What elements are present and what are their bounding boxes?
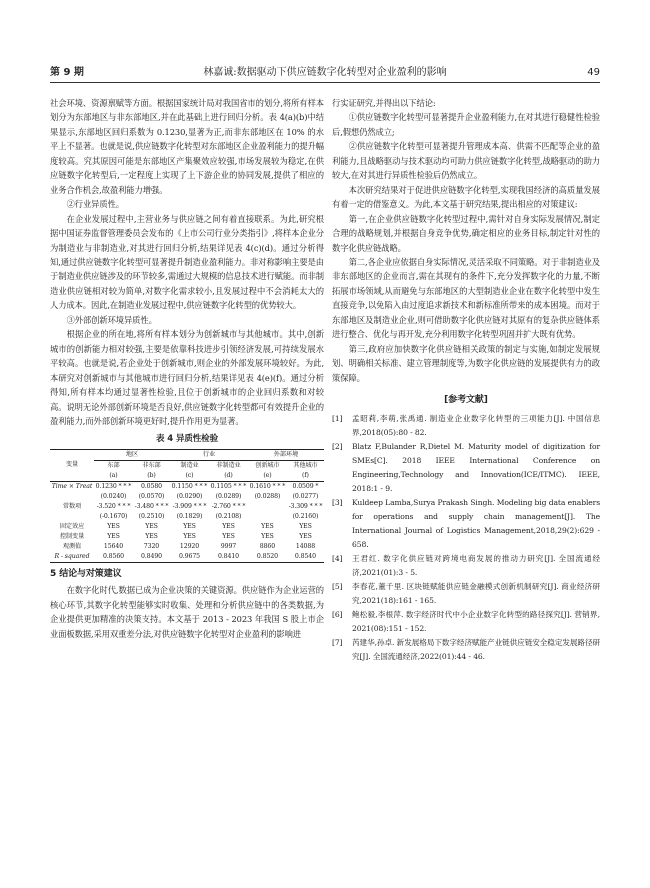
table-column-tag: (f) <box>302 471 309 479</box>
conclusion-item: ①供应链数字化转型可显著提升企业盈利能力,在对其进行稳健性检验后,假想仍然成立; <box>332 112 600 137</box>
table-cell: YES <box>183 522 196 530</box>
table-cell: YES <box>222 532 235 540</box>
table-column-header: 非制造业 <box>216 461 241 469</box>
reference-text: 鲍松毅,李根萍. 数字经济时代中小企业数字化转型的路径探究[J]. 营销界, 2021(08):151 - 152. <box>352 609 600 633</box>
table-cell: 0.8560 <box>94 552 133 563</box>
reference-number: [2] <box>332 441 343 451</box>
right-column <box>332 96 600 664</box>
table-cell: (0.2108) <box>215 512 242 520</box>
table-cell: 7320 <box>143 542 160 550</box>
reference-number: [4] <box>332 553 343 563</box>
table-row-label: Time × Treat <box>51 482 93 490</box>
table-cell: 0.1230 * * * <box>95 482 132 490</box>
table-cell: YES <box>145 532 158 540</box>
table-row-label: 控制变量 <box>59 532 85 540</box>
table-cell: (0.0288) <box>254 492 281 500</box>
table-cell: (0.0240) <box>100 492 127 500</box>
table-row <box>50 522 324 532</box>
table-cell: YES <box>261 532 274 540</box>
table-cell: 12920 <box>179 542 200 550</box>
reference-number: [6] <box>332 609 343 619</box>
reference-number: [5] <box>332 581 343 591</box>
paragraph: 根据企业的所在地,将所有样本划分为创新城市与其他城市。其中,创新城市的创新能力相对较强,主要是依靠科技进步引领经济发展,可持续发展水平较高。也就是说,若企业处于创新城市,则企业的外部发展环境较好。为此,本研究对创新城市与其他城市进行回归分析,结果详见表 4(e)(f)。通过分析得知,所有样本均通过显著性检验,且位于创新城市的企业回归系数和对较高。说明无论外部创新环境是否良好,供应链数字化转型都可有效提升企业的盈利能力,而外部创新环境更好时,提升作用更为显著。 <box>50 329 324 426</box>
table-row <box>50 532 324 542</box>
table-cell: (0.2510) <box>138 512 165 520</box>
table-cell: YES <box>299 522 312 530</box>
references-heading: [参考文献] <box>444 395 488 406</box>
table-cell: 0.8520 <box>248 552 287 563</box>
conclusion-item: ②供应链数字化转型可显著提升管理成本高、供需不匹配等企业的盈利能力,且战略驱动与技术驱动均可助力供应链数字化转型,战略驱动的助力较大,在对其进行异质性检验后仍然成立。 <box>332 141 600 181</box>
table-cell: YES <box>222 522 235 530</box>
table-cell: YES <box>145 522 158 530</box>
paragraph: 本次研究结果对于促进供应链数字化转型,实现我国经济的高质量发展有着一定的借鉴意义。为此,本文基于研究结果,提出相应的对策建议: <box>332 184 600 210</box>
reference-number: [1] <box>332 413 343 423</box>
subheading-innovation: ③外部创新环境异质性。 <box>66 314 157 325</box>
reference-text: 李春花,董千里. 区块链赋能供应链金融模式创新机制研究[J]. 商业经济研究,2021(18):161 - 165. <box>352 581 600 605</box>
reference-item <box>332 636 600 664</box>
left-column <box>50 96 324 641</box>
page-number: 49 <box>587 67 600 78</box>
table-cell: YES <box>299 532 312 540</box>
reference-item <box>332 580 600 608</box>
table-row <box>50 492 324 502</box>
table-row <box>50 552 324 563</box>
paragraph: 第二,各企业应依据自身实际情况,灵活采取不同策略。对于非制造业及非东部地区的企业而言,需在其现有的条件下,充分发挥数字化的力量,不断拓展市场领域,从而避免与东部地区的大型制造业企业在数字化转型中发生直接竞争,以免陷入由过度追求新技术和新标准所带来的成本困境。而对于东部地区及制造业企业,则可借助数字化供应链对其原有的复杂供应链体系进行整合、优化与再开发,充分利用数字化转型巩固并扩大既有优势。 <box>332 256 600 340</box>
table-cell: 0.1610 * * * <box>249 482 286 490</box>
table-row-label <box>50 492 94 502</box>
table-cell: 0.8490 <box>133 552 170 563</box>
reference-item <box>332 412 600 440</box>
table-cell <box>248 502 287 512</box>
table-cell: -3.909 * * * <box>172 502 207 510</box>
table-row <box>50 481 324 492</box>
table-cell: -3.520 * * * <box>96 502 131 510</box>
table-cell: -2.760 * * * <box>211 502 246 510</box>
table-cell: 15640 <box>103 542 124 550</box>
table-title: 表 4 异质性检验 <box>156 434 218 445</box>
reference-item <box>332 608 600 636</box>
table-group-header: 地区 <box>94 449 170 460</box>
table-cell <box>248 512 287 522</box>
table-row-label: 常数项 <box>62 502 82 510</box>
table-row <box>50 542 324 552</box>
table-cell: (0.0277) <box>292 492 319 500</box>
table-cell: 0.8540 <box>287 552 324 563</box>
reference-text: 孟昭莉,李萌,张禹通. 制造业企业数字化转型的三项能力[J]. 中国信息界,2018(05):80 - 82. <box>352 413 600 437</box>
paragraph: 行实证研究,并得出以下结论: <box>332 98 436 108</box>
reference-item <box>332 440 600 496</box>
table-cell: 0.1150 * * * <box>171 482 208 490</box>
paragraph: 第一,在企业供应链数字化转型过程中,需针对自身实际发展情况,制定合理的战略规划,并根据自身竞争优势,确定相应的业务目标,制定针对性的数字化供应链战略。 <box>332 213 600 253</box>
table-cell: YES <box>261 522 274 530</box>
table-cell: (0.1829) <box>176 512 203 520</box>
table-cell: -3.480 * * * <box>134 502 169 510</box>
reference-item <box>332 496 600 552</box>
table-cell: (0.0290) <box>176 492 203 500</box>
table-column-tag: (c) <box>185 471 194 479</box>
reference-text: Kuldeep Lamba,Surya Prakash Singh. Modeling big data enablers for operations and supply chain management[J]. The International Journal of Logistics Management,2018,29(2):629 - 658. <box>352 497 600 549</box>
paragraph: 社会环境、资源禀赋等方面。根据国家统计局对我国省市的划分,将所有样本划分为东部地区与非东部地区,并在此基础上进行回归分析。表 4(a)(b)中结果显示,东部地区回归系数为 0.1230,显著为正,而非东部地区在 10% 的水平上不显著。也就是说,供应链数字化转型对东部地区企业盈利能力的提升幅度较高。究其原因可能是东部地区产集聚效应较强,市场发展较为稳定,在供应链数字化转型后,一定程度上实现了上下游企业的协同发展,提供了相应的业务合作机会,故盈利能力增强。 <box>50 98 324 195</box>
table-cell: 0.0580 <box>133 481 170 492</box>
paragraph: 在数字化时代,数据已成为企业决策的关键资源。供应链作为企业运营的核心环节,其数字化转型能够实时收集、处理和分析供应链中的各类数据,为企业提供更加精准的决策支持。本文基于 2013 - 2023 年我国 S 股上市企业面板数据,采用双重差分法,对供应链数字化转型对企业盈利的影响进 <box>50 585 324 639</box>
table-row-label: 观测值 <box>62 542 82 550</box>
table-row-label: 固定效应 <box>59 522 85 530</box>
reference-text: 芮建华,孙卓. 新发展格局下数字经济赋能产业链供应链安全稳定发展路径研究[J]. 全国流通经济,2022(01):44 - 46. <box>352 637 600 661</box>
reference-number: [3] <box>332 497 343 507</box>
table-cell: (0.0289) <box>215 492 242 500</box>
table-cell: -3.309 * * * <box>288 502 323 510</box>
table-column-tag: (d) <box>224 471 233 479</box>
table-column-header: 制造业 <box>180 461 199 469</box>
table-cell: YES <box>183 532 196 540</box>
reference-text: Blatz F,Bulander R,Dietel M. Maturity model of digitization for SMEs[C]. 2018 IEEE International Conference on Engineering,Technology and Innovation(ICE/ITMC). IEEE, 2018:1 - 9. <box>352 441 600 493</box>
table-column-header: 其他城市 <box>293 461 318 469</box>
table-group-header: 行业 <box>170 449 248 460</box>
paragraph: 第三,政府应加快数字化供应链相关政策的制定与实施,如制定发展规划、明确相关标准、建立管理制度等,为数字化供应链的发展提供有力的政策保障。 <box>332 343 600 383</box>
table-cell: 0.1105 * * * <box>210 482 247 490</box>
table-column-header: 非东部 <box>142 461 161 469</box>
table-column-header: 创新城市 <box>255 461 280 469</box>
table-cell: 8860 <box>259 542 276 550</box>
paragraph: 在企业发展过程中,主营业务与供应链之间有着直接联系。为此,研究根据中国证券监督管理委员会发布的《上市公司行业分类指引》,将样本企业分为制造业与非制造业,对其进行回归分析,结果详见表 4(c)(d)。通过分析得知,通过供应链数字化转型可显著提升制造业盈利能力。非对称影响主要是由于制造业供应链涉及的环节较多,需通过大规模的信息技术进行赋能。而非制造业供应链相对较为简单,对数字化需求较小,且发展过程中不会消耗太大的人力成本。因此,在制造业发展过程中,供应链数字化转型的优势较大。 <box>50 213 324 311</box>
running-title: 林嘉诚:数据驱动下供应链数字化转型对企业盈利的影响 <box>203 67 447 78</box>
section-title: 5 结论与对策建议 <box>50 568 122 579</box>
table-cell: 0.9675 <box>170 552 209 563</box>
running-header <box>50 66 600 80</box>
table-cell: (0.0570) <box>138 492 165 500</box>
table-variable-header: 变量 <box>50 449 94 481</box>
table-row <box>50 512 324 522</box>
table-group-header: 外部环境 <box>248 449 324 460</box>
table-cell: YES <box>107 522 120 530</box>
table-cell: 14088 <box>295 542 316 550</box>
table-column-tag: (b) <box>147 471 156 479</box>
reference-text: 王君红. 数字化供应链对跨境电商发展的推动力研究[J]. 全国流通经济,2021(01):3 - 5. <box>352 553 600 577</box>
table-cell: (-0.1670) <box>99 512 128 520</box>
table-column-tag: (e) <box>263 471 272 479</box>
issue-label: 第 9 期 <box>50 67 84 78</box>
reference-number: [7] <box>332 637 343 647</box>
reference-list <box>332 412 600 664</box>
table-column-tag: (a) <box>109 471 118 479</box>
table-row <box>50 502 324 512</box>
table-column-header: 东部 <box>107 461 120 469</box>
table-cell: 0.8410 <box>209 552 248 563</box>
table-cell: (0.2160) <box>292 512 319 520</box>
table-cell: 0.0509 * <box>287 481 324 492</box>
table-cell: 9997 <box>220 542 237 550</box>
table-row-label <box>50 512 94 522</box>
table-row-label: R - squared <box>50 552 94 563</box>
reference-item <box>332 552 600 580</box>
subheading-industry: ②行业异质性。 <box>66 199 124 210</box>
header-rule <box>50 82 600 83</box>
heterogeneity-table <box>50 449 324 563</box>
table-cell: YES <box>107 532 120 540</box>
